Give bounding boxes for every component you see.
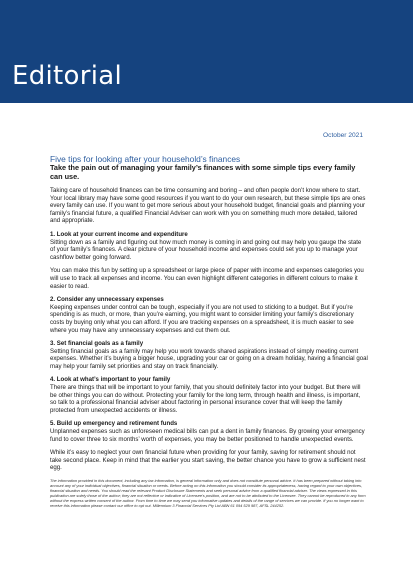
section-1-paragraph-1: Sitting down as a family and figuring out how much money is coming in and going out may help you gauge the state of your family’s finances. A clear picture of your household income and expenses could set you up to manage your cashflow better going forward. <box>50 238 362 261</box>
section-1-heading: 1. Look at your current income and expenditure <box>50 230 188 238</box>
disclaimer: The information provided in this document, including any tax information, is general information only and does not constitute personal advice. It has been prepared without taking into account any of your individual objectives, financial situation or needs. Before acting on this information you should consider its appropriateness, having regard to your own objectives, financial situation and needs. You should read the relevant Product Disclosure Statements and seek personal advice from a qualified financial adviser. The views expressed in this publication are solely those of the author; they are not reflective or indicative of Licensee's position, and are not to be attributed to the Licensee. They cannot be reproduced in any form without the express written consent of the author. From time to time we may send you informative updates and details of the range of services we can provide. If you no longer want to receive this information please contact our office to opt out. Millennium 3 Financial Services Pty Ltd ABN 61 094 529 987, AFSL 244252. <box>50 478 366 508</box>
intro-paragraph: Taking care of household finances can be time consuming and boring – and often people don’t know where to start. Your local library may have some good resources if you want to do your own research, but these simple tips are ones every family can use. If you want to get more serious about your household budget, financial goals and planning your family’s financial future, a qualified Financial Adviser can work with you on something much more detailed, tailored and appropriate. <box>50 187 366 225</box>
publication-date: October 2021 <box>323 132 363 139</box>
section-2-heading: 2. Consider any unnecessary expenses <box>50 296 164 304</box>
section-3-paragraph: Setting financial goals as a family may help you work towards shared aspirations instead of simply meeting current expenses. Whether it’s buying a bigger house, upgrading your car or going on a dream holiday, having a financial goal may help your family set priorities and stay on track financially. <box>50 347 368 370</box>
editorial-banner <box>0 0 413 103</box>
section-3-heading: 3. Set financial goals as a family <box>50 340 144 348</box>
section-1-paragraph-2: You can make this fun by setting up a spreadsheet or large piece of paper with income and expenses categories you will use to track all expenses and income. You can even highlight different categories in different colours to make it easier to read. <box>50 267 364 290</box>
section-5-heading: 5. Build up emergency and retirement funds <box>50 420 178 428</box>
closing-paragraph: While it’s easy to neglect your own financial future when providing for your family, saving for retirement should not take second place. Keep in mind that the earlier you start saving, the better chance you have to grow a sufficient nest egg. <box>50 449 366 472</box>
section-2-paragraph: Keeping expenses under control can be tough, especially if you are not used to sticking to a budget. But if you’re spending is as much, or more, than you’re earning, you might want to consider limiting your family’s discretionary costs by buying only what you can afford. If you are tracking expenses on a spreadsheet, it is much easier to see where you may have any unnecessary expenses and cut them out. <box>50 303 354 334</box>
section-4-paragraph: There are things that will be important to your family, that you should definitely factor into your budget. But there will be other things you can do without. Protecting your family for the long term, through health and illness, is important, so talk to a professional financial adviser about factoring in personal insurance cover that will keep the family protected from unexpected accidents or illness. <box>50 384 361 414</box>
article-title: Five tips for looking after your household’s finances <box>50 154 241 164</box>
article-subtitle: Take the pain out of managing your family’s finances with some simple tips every family can use. <box>50 163 356 181</box>
section-5-paragraph: Unplanned expenses such as unforeseen medical bills can put a dent in family finances. By growing your emergency fund to cover three to six months’ worth of expenses, you may be better positioned to handle unexpected events. <box>50 428 365 443</box>
article <box>50 155 368 508</box>
section-4-heading: 4. Look at what’s important to your family <box>50 376 171 384</box>
banner-title: Editorial <box>12 61 123 91</box>
